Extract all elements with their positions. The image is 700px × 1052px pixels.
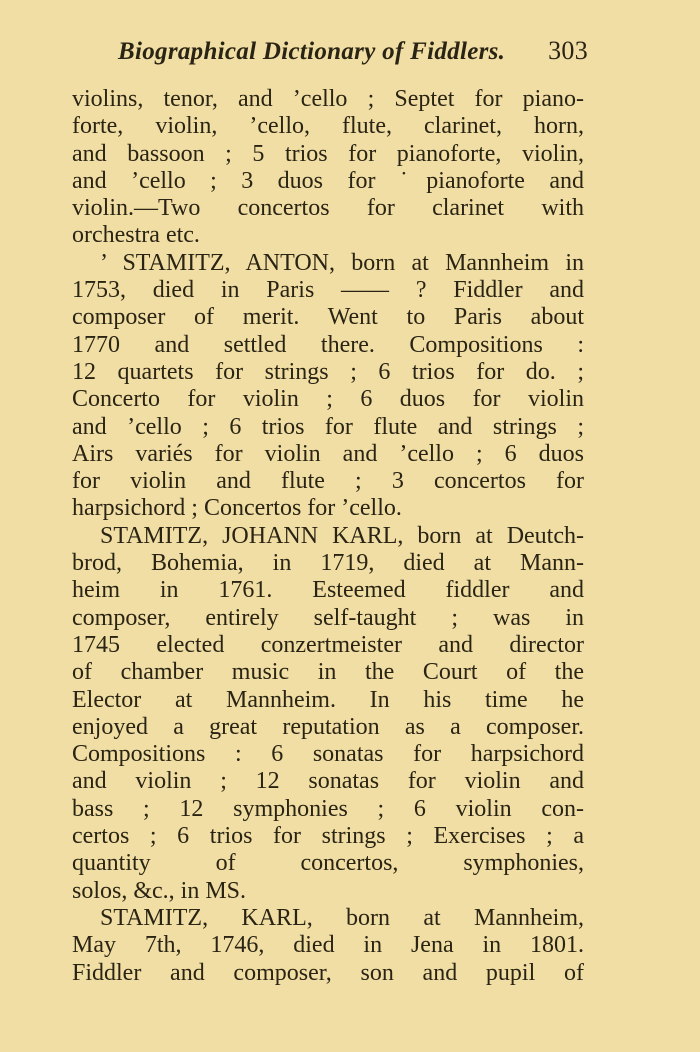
text-line: and bassoon ; 5 trios for pianoforte, violin, [72, 140, 584, 167]
text-line: and ’cello ; 3 duos for ˙pianoforte and [72, 167, 584, 194]
text-line: 12 quartets for strings ; 6 trios for do. ; [72, 358, 584, 385]
text-line: brod, Bohemia, in 1719, died at Mann- [72, 550, 584, 577]
text-line: of chamber music in the Court of the [72, 659, 584, 686]
body-text [72, 86, 584, 987]
text-line: enjoyed a great reputation as a composer. [72, 713, 584, 740]
text-line: Concerto for violin ; 6 duos for violin [72, 386, 584, 413]
text-line: forte, violin, ’cello, flute, clarinet, horn, [72, 113, 584, 140]
text-line: May 7th, 1746, died in Jena in 1801. [72, 932, 584, 959]
text-line: heim in 1761. Esteemed fiddler and [72, 577, 584, 604]
text-line: Airs variés for violin and ’cello ; 6 duos [72, 440, 584, 467]
text-line: for violin and flute ; 3 concertos for [72, 468, 584, 495]
text-line: orchestra etc. [72, 222, 200, 249]
text-line: ’ STAMITZ, ANTON, born at Mannheim in [100, 249, 584, 276]
text-line: and violin ; 12 sonatas for violin and [72, 768, 584, 795]
text-line: and ’cello ; 6 trios for flute and strings ; [72, 413, 584, 440]
running-title: Biographical Dictionary of Fiddlers. [118, 38, 506, 65]
text-line: violins, tenor, and ’cello ; Septet for piano- [72, 86, 584, 112]
text-line: Compositions : 6 sonatas for harpsichord [72, 741, 584, 768]
text-line: 1753, died in Paris —— ? Fiddler and [72, 277, 584, 304]
text-line: quantity of concertos, symphonies, [72, 850, 584, 877]
text-line: STAMITZ, KARL, born at Mannheim, [100, 904, 584, 931]
text-line: solos, &c., in MS. [72, 877, 247, 904]
text-line: composer of merit. Went to Paris about [72, 304, 584, 331]
text-line: Fiddler and composer, son and pupil of [72, 959, 584, 986]
text-line: STAMITZ, JOHANN KARL, born at Deutch- [100, 522, 584, 549]
text-line: certos ; 6 trios for strings ; Exercises ; a [72, 823, 584, 850]
text-line: 1770 and settled there. Compositions : [72, 331, 584, 358]
text-line: Elector at Mannheim. In his time he [72, 686, 584, 713]
page-number: 303 [548, 36, 588, 65]
text-line: 1745 elected conzertmeister and director [72, 631, 584, 658]
text-line: harpsichord ; Concertos for ’cello. [72, 495, 402, 522]
text-line: violin.—Two concertos for clarinet with [72, 195, 584, 222]
running-header [118, 36, 588, 66]
text-line: composer, entirely self-taught ; was in [72, 604, 584, 631]
text-line: bass ; 12 symphonies ; 6 violin con- [72, 795, 584, 822]
